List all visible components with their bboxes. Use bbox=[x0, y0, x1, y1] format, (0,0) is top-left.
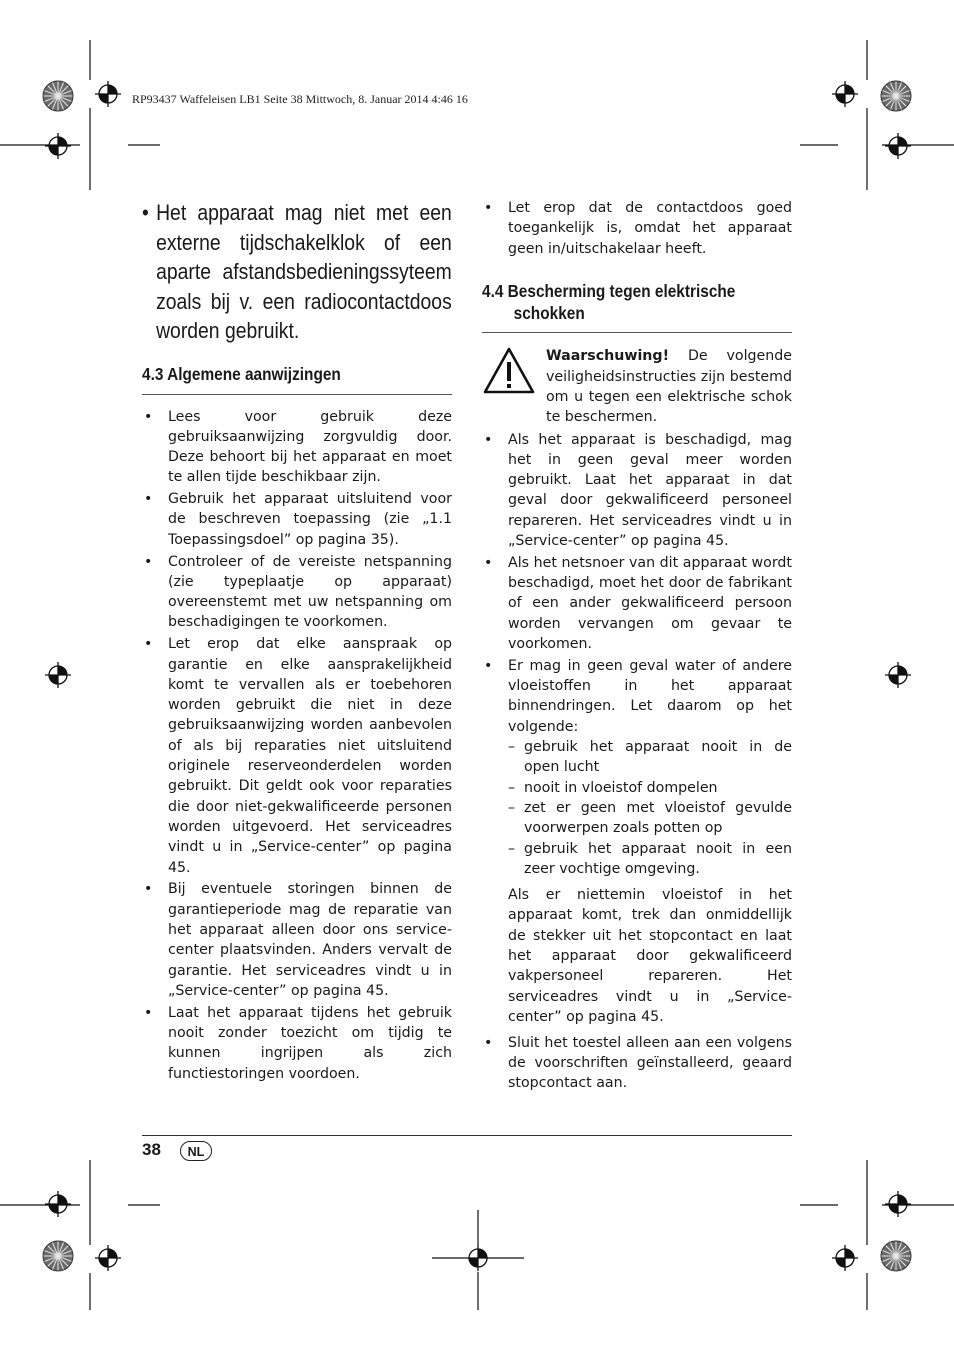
bullet: • bbox=[144, 1004, 153, 1021]
list-item: • Bij eventuele storingen binnen de garantieperiode mag de reparatie van het apparaat alleen door ons service-center plaatsvinden. Anders vervalt de garantie. Het serviceadres vindt u in „Service-center” op pagina 45. bbox=[144, 881, 452, 999]
list-item: • Let erop dat de contactdoos goed toegankelijk is, omdat het apparaat geen in/uitschakelaar heeft. bbox=[484, 200, 792, 257]
electric-shock-list bbox=[482, 430, 792, 1094]
language-badge: NL bbox=[180, 1141, 212, 1161]
intro-text: Het apparaat mag niet met een externe tijdschakelklok of een aparte afstandsbedieningssyteem zoals bij v. een radiocontactdoos worden gebruikt. bbox=[156, 200, 452, 343]
dash: – bbox=[508, 739, 516, 756]
bullet: • bbox=[484, 200, 493, 216]
bullet: • bbox=[144, 408, 153, 425]
bullet: • bbox=[144, 636, 153, 653]
bullet: • bbox=[484, 1034, 493, 1051]
sub-list-item: – gebruik het apparaat nooit in een zeer vochtige omgeving. bbox=[508, 840, 792, 877]
dash: – bbox=[508, 779, 516, 796]
intro-paragraph bbox=[142, 198, 452, 346]
list-item: • Controleer of de vereiste netspanning (zie typeplaatje op apparaat) overeenstemt met uw netspanning om beschadigingen te voorkomen. bbox=[144, 553, 452, 631]
dash: – bbox=[508, 799, 516, 816]
footer-divider bbox=[142, 1135, 792, 1136]
water-sub-list bbox=[508, 737, 792, 879]
warning-triangle-icon bbox=[482, 346, 546, 427]
list-item: • Laat het apparaat tijdens het gebruik nooit zonder toezicht om tijdig te kunnen ingrijpen als zich functiestoringen voordoen. bbox=[144, 1004, 452, 1082]
section-4-4-title: 4.4 Bescherming tegen elektrische schokken bbox=[482, 281, 736, 324]
list-item: • Er mag in geen geval water of andere vloeistoffen in het apparaat binnendringen. Let daarom op het volgende: – gebruik het apparaat nooit in de open lucht – nooit in vloeistof dompelen – zet er geen met vloeistof gevulde voorwerpen zoals potten op – gebruik het apparaat nooit in een zeer vochtige omgeving. Als er niettemin vloeistof in het apparaat komt, trek dan onmiddellijk de stekker uit het stopcontact en laat het apparaat door gekwalificeerd vakpersoneel repareren. Het serviceadres vindt u in „Service-center” op pagina 45. bbox=[482, 656, 792, 1031]
general-instructions-list bbox=[142, 407, 452, 1084]
page-number: 38 bbox=[142, 1140, 161, 1159]
list-item: • Als het netsnoer van dit apparaat wordt beschadigd, moet het door de fabrikant of een ander gekwalificeerd persoon worden vervangen om gevaar te voorkomen. bbox=[484, 554, 792, 653]
bullet: • bbox=[144, 491, 153, 508]
warning-text: Waarschuwing! De volgende veiligheidsinstructies zijn bestemd om u tegen een elektrische schok te beschermen. bbox=[546, 348, 792, 426]
warning-label: Waarschuwing! bbox=[546, 348, 670, 365]
bullet: • bbox=[484, 431, 493, 448]
list-item: • Let erop dat elke aanspraak op garantie en elke aansprakelijkheid komt te vervallen als er toebehoren worden gebruikt die niet in deze gebruiksaanwijzing worden aanbevolen of als bij reparaties niet uitsluitend originele reserveonderdelen worden gebruikt. Dit geldt ook voor reparaties die door niet-gekwalificeerde personen worden uitgevoerd. Het serviceadres vindt u in „Service-center” op pagina 45. bbox=[144, 636, 452, 876]
dash: – bbox=[508, 840, 516, 857]
sub-list-item: – zet er geen met vloeistof gevulde voorwerpen zoals potten op bbox=[508, 799, 792, 837]
water-followup-paragraph: Als er niettemin vloeistof in het apparaat komt, trek dan onmiddellijk de stekker uit het stopcontact en laat het apparaat door gekwalificeerd vakpersoneel repareren. Het serviceadres vindt u in „Service-center” op pagina 45. bbox=[508, 887, 792, 1025]
right-column bbox=[482, 198, 792, 1095]
print-header: RP93437 Waffeleisen LB1 Seite 38 Mittwoch, 8. Januar 2014 4:46 16 bbox=[132, 92, 468, 106]
section-4-3-title: 4.3 Algemene aanwijzingen bbox=[142, 363, 341, 384]
list-item: • Lees voor gebruik deze gebruiksaanwijzing zorgvuldig door. Deze behoort bij het apparaat en moet te allen tijde beschikbaar zijn. bbox=[144, 408, 452, 486]
bullet: • bbox=[484, 657, 493, 674]
bullet: • bbox=[144, 553, 153, 570]
left-column bbox=[142, 198, 452, 1085]
bullet: • bbox=[484, 554, 493, 571]
sub-list-item: – gebruik het apparaat nooit in de open lucht bbox=[508, 739, 792, 776]
warning-box bbox=[482, 346, 792, 427]
sub-list-item: – nooit in vloeistof dompelen bbox=[508, 778, 792, 798]
bullet: • bbox=[144, 881, 153, 898]
bullet: • bbox=[142, 200, 149, 225]
socket-list bbox=[482, 198, 792, 259]
list-item: • Gebruik het apparaat uitsluitend voor de beschreven toepassing (zie „1.1 Toepassingsdoel” op pagina 35). bbox=[144, 491, 452, 548]
list-item: • Sluit het toestel alleen aan een volgens de voorschriften geïnstalleerd, geaard stopcontact aan. bbox=[484, 1034, 792, 1092]
list-item: • Als het apparaat is beschadigd, mag het in geen geval meer worden gebruikt. Laat het apparaat in dat geval door gekwalificeerd personeel repareren. Het serviceadres vindt u in „Service-center” op pagina 45. bbox=[484, 431, 792, 550]
